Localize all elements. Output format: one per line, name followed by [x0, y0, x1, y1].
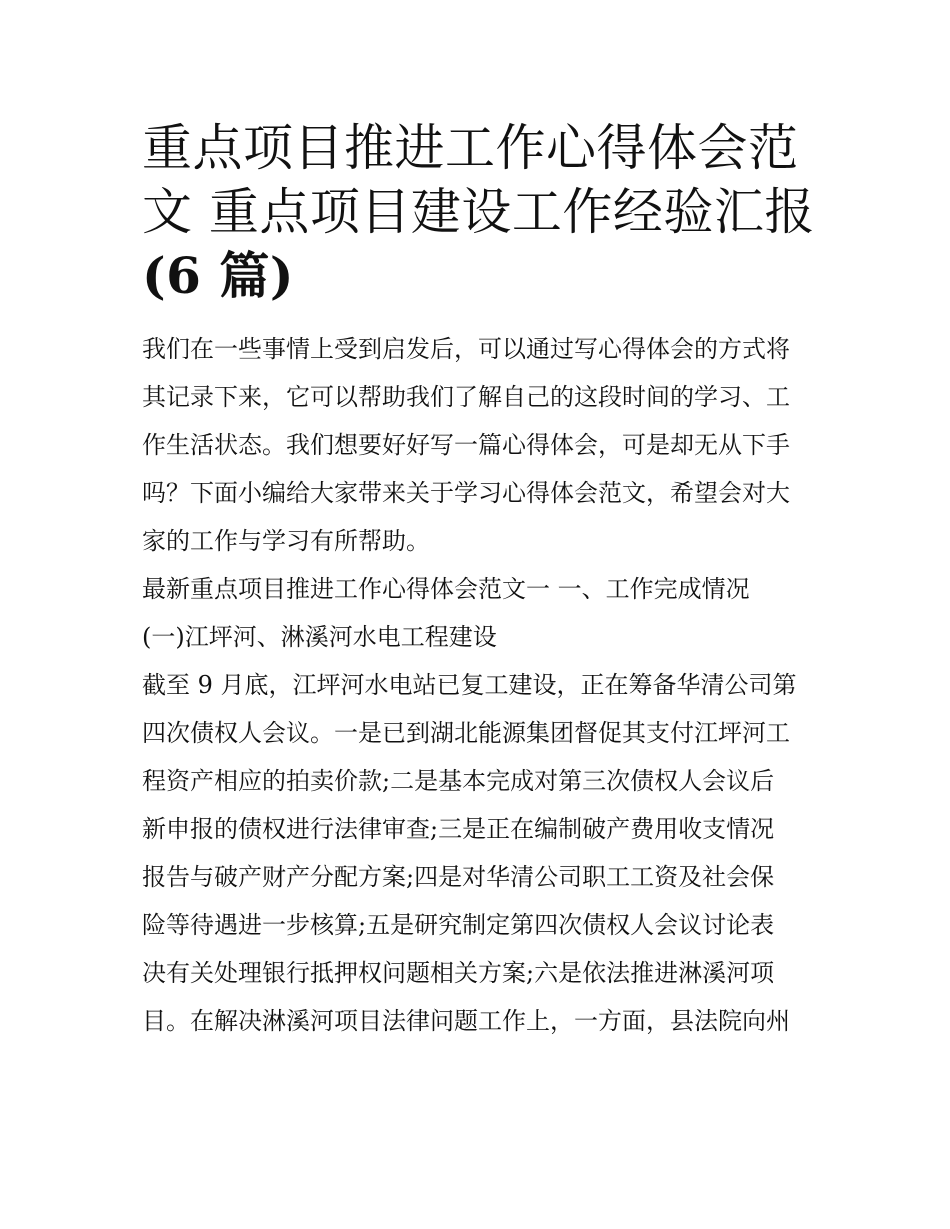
- intro-line: 其记录下来，它可以帮助我们了解自己的这段时间的学习、工: [142, 383, 790, 411]
- intro-line: 家的工作与学习有所帮助。: [142, 527, 430, 555]
- intro-line: 作生活状态。我们想要好好写一篇心得体会，可是却无从下手: [142, 431, 790, 459]
- paragraph-line: 险等待遇进一步核算;五是研究制定第四次债权人会议讨论表: [142, 911, 775, 939]
- title-line: (6 篇): [142, 246, 295, 305]
- paragraph-line: 截至 9 月底，江坪河水电站已复工建设，正在筹备华清公司第: [142, 671, 797, 699]
- intro-line: 吗？下面小编给大家带来关于学习心得体会范文，希望会对大: [142, 479, 790, 507]
- paragraph-line: 目。在解决淋溪河项目法律问题工作上，一方面，县法院向州: [142, 1007, 790, 1035]
- document-body: [142, 325, 822, 1045]
- title-line: 文 重点项目建设工作经验汇报: [142, 183, 815, 241]
- intro-line: 我们在一些事情上受到启发后，可以通过写心得体会的方式将: [142, 335, 790, 363]
- section-heading: 最新重点项目推进工作心得体会范文一 一、工作完成情况: [142, 575, 750, 603]
- paragraph-line: 新申报的债权进行法律审查;三是正在编制破产费用收支情况: [142, 815, 775, 843]
- paragraph-line: 报告与破产财产分配方案;四是对华清公司职工工资及社会保: [142, 863, 775, 891]
- paragraph-line: 四次债权人会议。一是已到湖北能源集团督促其支付江坪河工: [142, 719, 790, 747]
- document-title: [142, 116, 822, 308]
- paragraph-line: 决有关处理银行抵押权问题相关方案;六是依法推进淋溪河项: [142, 959, 775, 987]
- title-line: 重点项目推进工作心得体会范: [142, 119, 799, 177]
- document-page: [142, 116, 822, 1045]
- subsection-heading: (一)江坪河、淋溪河水电工程建设: [142, 623, 497, 651]
- paragraph-line: 程资产相应的拍卖价款;二是基本完成对第三次债权人会议后: [142, 767, 775, 795]
